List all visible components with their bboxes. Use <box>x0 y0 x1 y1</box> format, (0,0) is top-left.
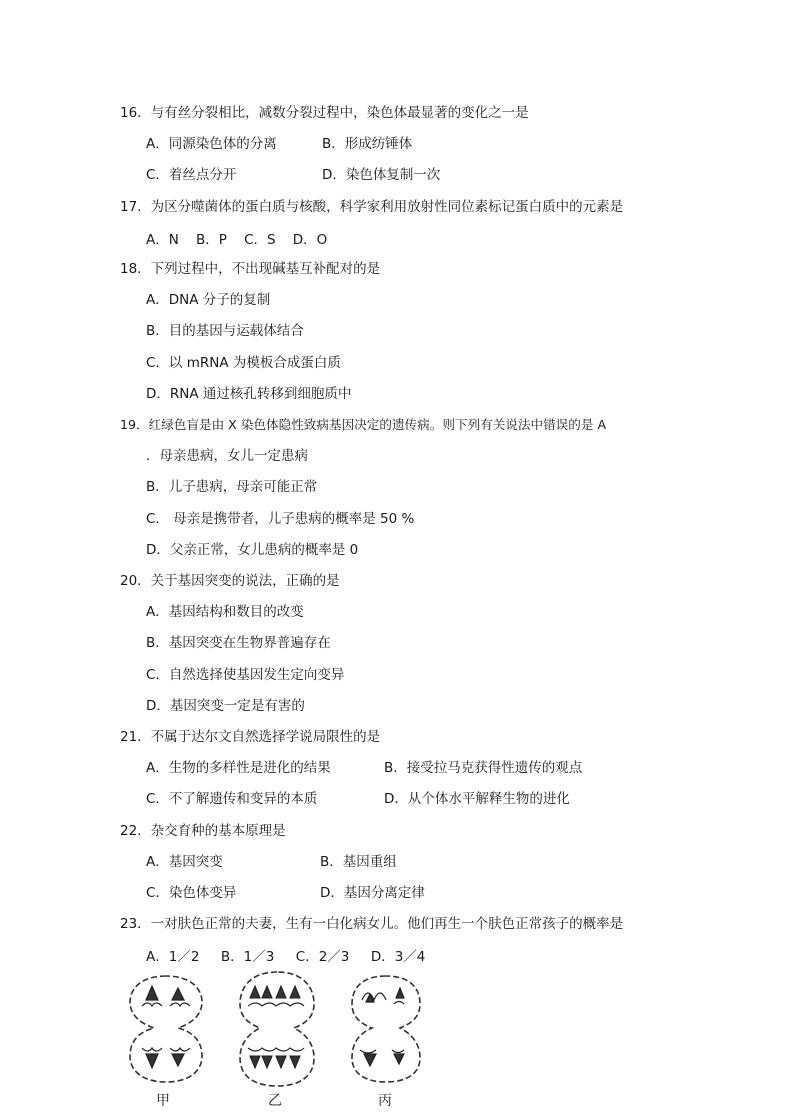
q18-stem: 18．下列过程中，不出现碱基互补配对的是 <box>120 261 381 277</box>
q23-options: A．1／2 B．1／3 C．2／3 D．3／4 <box>146 949 426 965</box>
q17-stem: 17．为区分噬菌体的蛋白质与核酸，科学家利用放射性同位素标记蛋白质中的元素是 <box>120 199 624 215</box>
q23-stem: 23．一对肤色正常的夫妻，生有一白化病女儿。他们再生一个肤色正常孩子的概率是 <box>120 916 624 932</box>
q18-option-a: A．DNA 分子的复制 <box>146 292 271 308</box>
q16-stem: 16．与有丝分裂相比，减数分裂过程中，染色体最显著的变化之一是 <box>120 105 529 121</box>
q22-option-c: C．染色体变异 <box>146 885 237 901</box>
q22-stem: 22．杂交育种的基本原理是 <box>120 823 286 839</box>
q20-stem: 20．关于基因突变的说法，正确的是 <box>120 573 340 589</box>
q21-option-c: C．不了解遗传和变异的本质 <box>146 791 318 807</box>
q20-option-b: B．基因突变在生物界普遍存在 <box>146 635 331 651</box>
q21-option-b: B．接受拉马克获得性遗传的观点 <box>384 760 583 776</box>
q16-option-a: A．同源染色体的分离 <box>146 136 277 152</box>
q20-option-d: D．基因突变一定是有害的 <box>146 698 305 714</box>
q19-option-d: D．父亲正常，女儿患病的概率是 0 <box>146 542 359 558</box>
q16-option-c: C．着丝点分开 <box>146 167 237 183</box>
q18-option-c: C．以 mRNA 为模板合成蛋白质 <box>146 355 341 371</box>
cell-figure-yi <box>236 968 318 1090</box>
q16-option-d: D．染色体复制一次 <box>322 167 441 183</box>
q20-option-a: A．基因结构和数目的改变 <box>146 604 304 620</box>
q17-options: A．N B．P C．S D．O <box>146 232 328 248</box>
q21-option-a: A．生物的多样性是进化的结果 <box>146 760 331 776</box>
cell-figure-jia <box>124 970 208 1088</box>
figure-label-yi: 乙 <box>268 1093 282 1109</box>
q22-option-b: B．基因重组 <box>320 854 397 870</box>
q20-option-c: C．自然选择使基因发生定向变异 <box>146 667 345 683</box>
q21-option-d: D．从个体水平解释生物的进化 <box>384 791 570 807</box>
q18-option-d: D．RNA 通过核孔转移到细胞质中 <box>146 386 352 402</box>
q19-option-b: B．儿子患病，母亲可能正常 <box>146 479 318 495</box>
q19-stem: 19．红绿色盲是由 X 染色体隐性致病基因决定的遗传病。则下列有关说法中错误的是 A <box>120 417 607 432</box>
q19-option-a: ．母亲患病，女儿一定患病 <box>146 448 308 464</box>
q22-option-a: A．基因突变 <box>146 854 223 870</box>
q16-option-b: B．形成纺锤体 <box>322 136 413 152</box>
cell-figure-bing <box>346 970 426 1088</box>
q21-stem: 21．不属于达尔文自然选择学说局限性的是 <box>120 729 381 745</box>
q18-option-b: B．目的基因与运载体结合 <box>146 323 304 339</box>
q22-option-d: D．基因分离定律 <box>320 885 425 901</box>
q19-option-c: C． 母亲是携带者，儿子患病的概率是 50 % <box>146 511 415 527</box>
figure-label-bing: 丙 <box>378 1093 392 1109</box>
figure-label-jia: 甲 <box>156 1093 170 1109</box>
